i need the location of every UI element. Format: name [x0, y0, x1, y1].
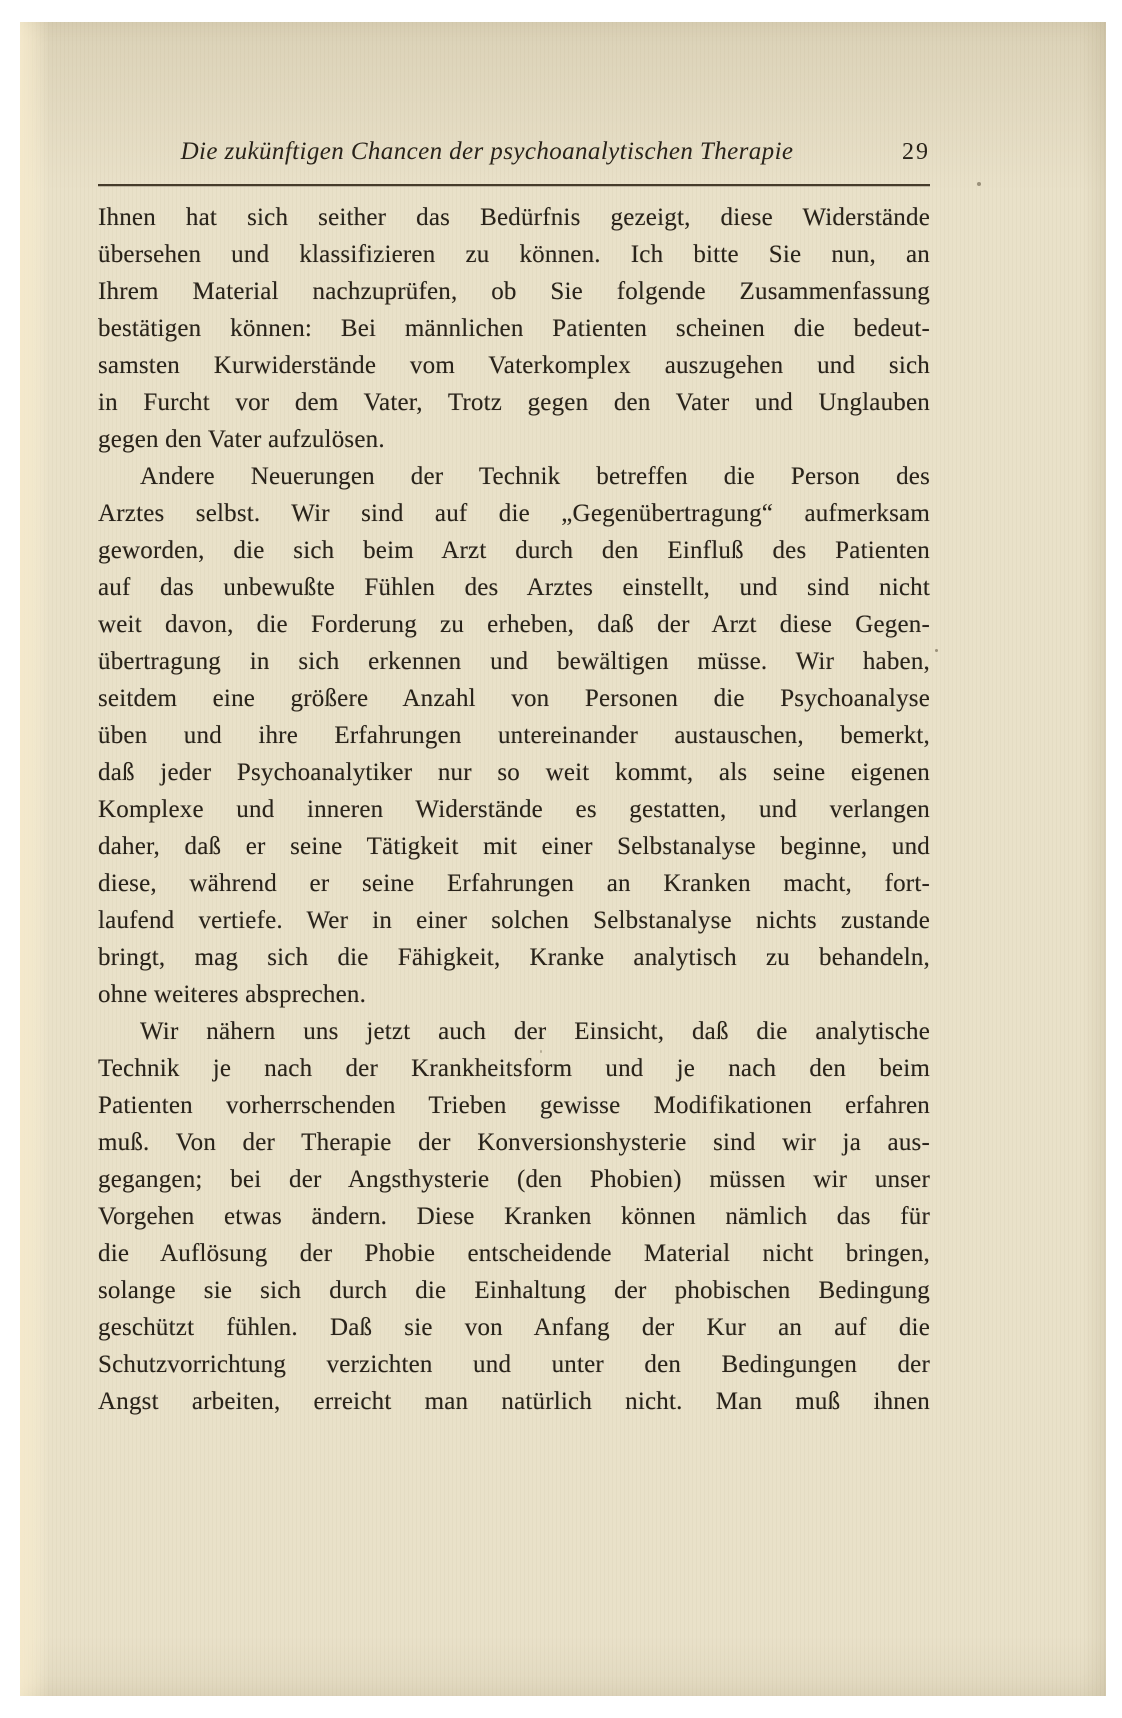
text-line: daher, daß er seine Tätigkeit mit einer Selbstanalyse beginne, und: [98, 833, 930, 860]
text-line: solange sie sich durch die Einhaltung der phobischen Bedingung: [98, 1277, 930, 1304]
text-line: Ihnen hat sich seither das Bedürfnis gezeigt, diese Widerstände: [98, 204, 930, 231]
text-line: laufend vertiefe. Wer in einer solchen Selbstanalyse nichts zustande: [98, 907, 930, 934]
text-line: Vorgehen etwas ändern. Diese Kranken können nämlich das für: [98, 1203, 930, 1230]
text-line: Ihrem Material nachzuprüfen, ob Sie folgende Zusammenfassung: [98, 278, 930, 305]
text-line: üben und ihre Erfahrungen untereinander austauschen, bemerkt,: [98, 722, 930, 749]
scanned-book-page: [20, 22, 1106, 1696]
header-rule: [98, 184, 930, 186]
text-line: die Auflösung der Phobie entscheidende Material nicht bringen,: [98, 1240, 930, 1267]
text-line: Wir nähern uns jetzt auch der Einsicht, daß die analytische: [140, 1018, 930, 1045]
text-line: Andere Neuerungen der Technik betreffen die Person des: [140, 463, 930, 490]
text-line: diese, während er seine Erfahrungen an Kranken macht, fort-: [98, 870, 930, 897]
text-line: geschützt fühlen. Daß sie von Anfang der Kur an auf die: [98, 1314, 930, 1341]
paragraph-3: [98, 1013, 930, 1420]
text-line: Angst arbeiten, erreicht man natürlich nicht. Man muß ihnen: [98, 1388, 930, 1415]
page-header: [98, 138, 930, 174]
page-number: 29: [902, 139, 930, 165]
scan-speck: [935, 649, 938, 652]
text-line: übertragung in sich erkennen und bewältigen müsse. Wir haben,: [98, 648, 930, 675]
text-line: gegangen; bei der Angsthysterie (den Phobien) müssen wir unser: [98, 1166, 930, 1193]
text-line: Arztes selbst. Wir sind auf die „Gegenübertragung“ aufmerksam: [98, 500, 930, 527]
text-line: geworden, die sich beim Arzt durch den Einfluß des Patienten: [98, 537, 930, 564]
text-line: ohne weiteres absprechen.: [98, 981, 367, 1008]
body-text: [98, 199, 930, 1420]
text-line: bestätigen können: Bei männlichen Patienten scheinen die bedeut-: [98, 315, 930, 342]
text-line: weit davon, die Forderung zu erheben, daß der Arzt diese Gegen-: [98, 611, 930, 638]
text-line: Patienten vorherrschenden Trieben gewisse Modifikationen erfahren: [98, 1092, 930, 1119]
text-line: Schutzvorrichtung verzichten und unter den Bedingungen der: [98, 1351, 930, 1378]
text-line: Komplexe und inneren Widerstände es gestatten, und verlangen: [98, 796, 930, 823]
text-line: seitdem eine größere Anzahl von Personen die Psychoanalyse: [98, 685, 930, 712]
text-line: samsten Kurwiderstände vom Vaterkomplex auszugehen und sich: [98, 352, 930, 379]
text-line: in Furcht vor dem Vater, Trotz gegen den Vater und Unglauben: [98, 389, 930, 416]
paragraph-1: [98, 199, 930, 458]
scan-speck: [540, 1050, 542, 1053]
running-title: Die zukünftigen Chancen der psychoanalytischen Therapie: [180, 138, 794, 165]
text-line: muß. Von der Therapie der Konversionshysterie sind wir ja aus-: [98, 1129, 930, 1156]
scan-speck: [977, 182, 981, 186]
text-line: gegen den Vater aufzulösen.: [98, 426, 385, 453]
text-line: übersehen und klassifizieren zu können. Ich bitte Sie nun, an: [98, 241, 930, 268]
text-line: bringt, mag sich die Fähigkeit, Kranke analytisch zu behandeln,: [98, 944, 930, 971]
text-line: auf das unbewußte Fühlen des Arztes einstellt, und sind nicht: [98, 574, 930, 601]
text-line: daß jeder Psychoanalytiker nur so weit kommt, als seine eigenen: [98, 759, 930, 786]
text-line: Technik je nach der Krankheitsform und je nach den beim: [98, 1055, 930, 1082]
paragraph-2: [98, 458, 930, 1013]
